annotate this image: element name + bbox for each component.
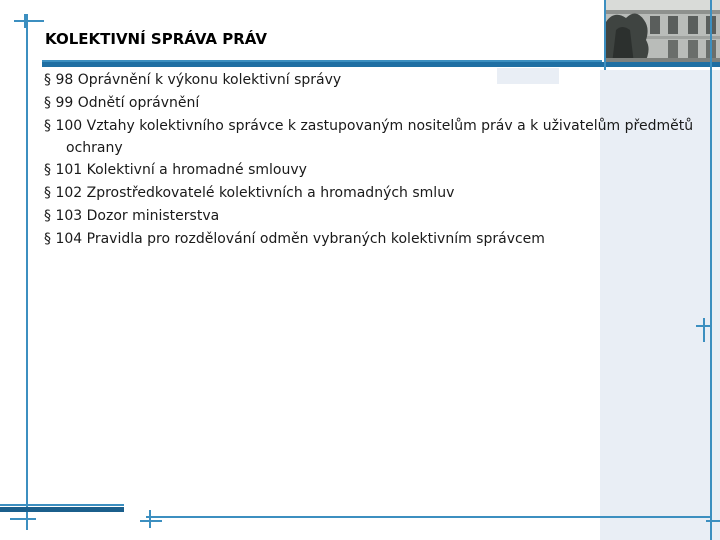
list-item: § 99 Odnětí oprávnění	[44, 95, 200, 111]
list-item: § 98 Oprávnění k výkonu kolektivní správy	[44, 72, 342, 88]
list-item: § 104 Pravidla pro rozdělování odměn vybraných kolektivním správcem	[44, 231, 545, 247]
list-item: § 103 Dozor ministerstva	[44, 208, 220, 224]
list-item: § 100 Vztahy kolektivního správce k zastupovaným nositelům práv a k uživatelům předmětů ochrany	[44, 118, 694, 156]
list-item: § 102 Zprostředkovatelé kolektivních a hromadných smluv	[44, 185, 455, 201]
section-list	[44, 69, 704, 251]
list-item: § 101 Kolektivní a hromadné smlouvy	[44, 162, 307, 178]
slide-title: KOLEKTIVNÍ SPRÁVA PRÁV	[45, 30, 268, 48]
